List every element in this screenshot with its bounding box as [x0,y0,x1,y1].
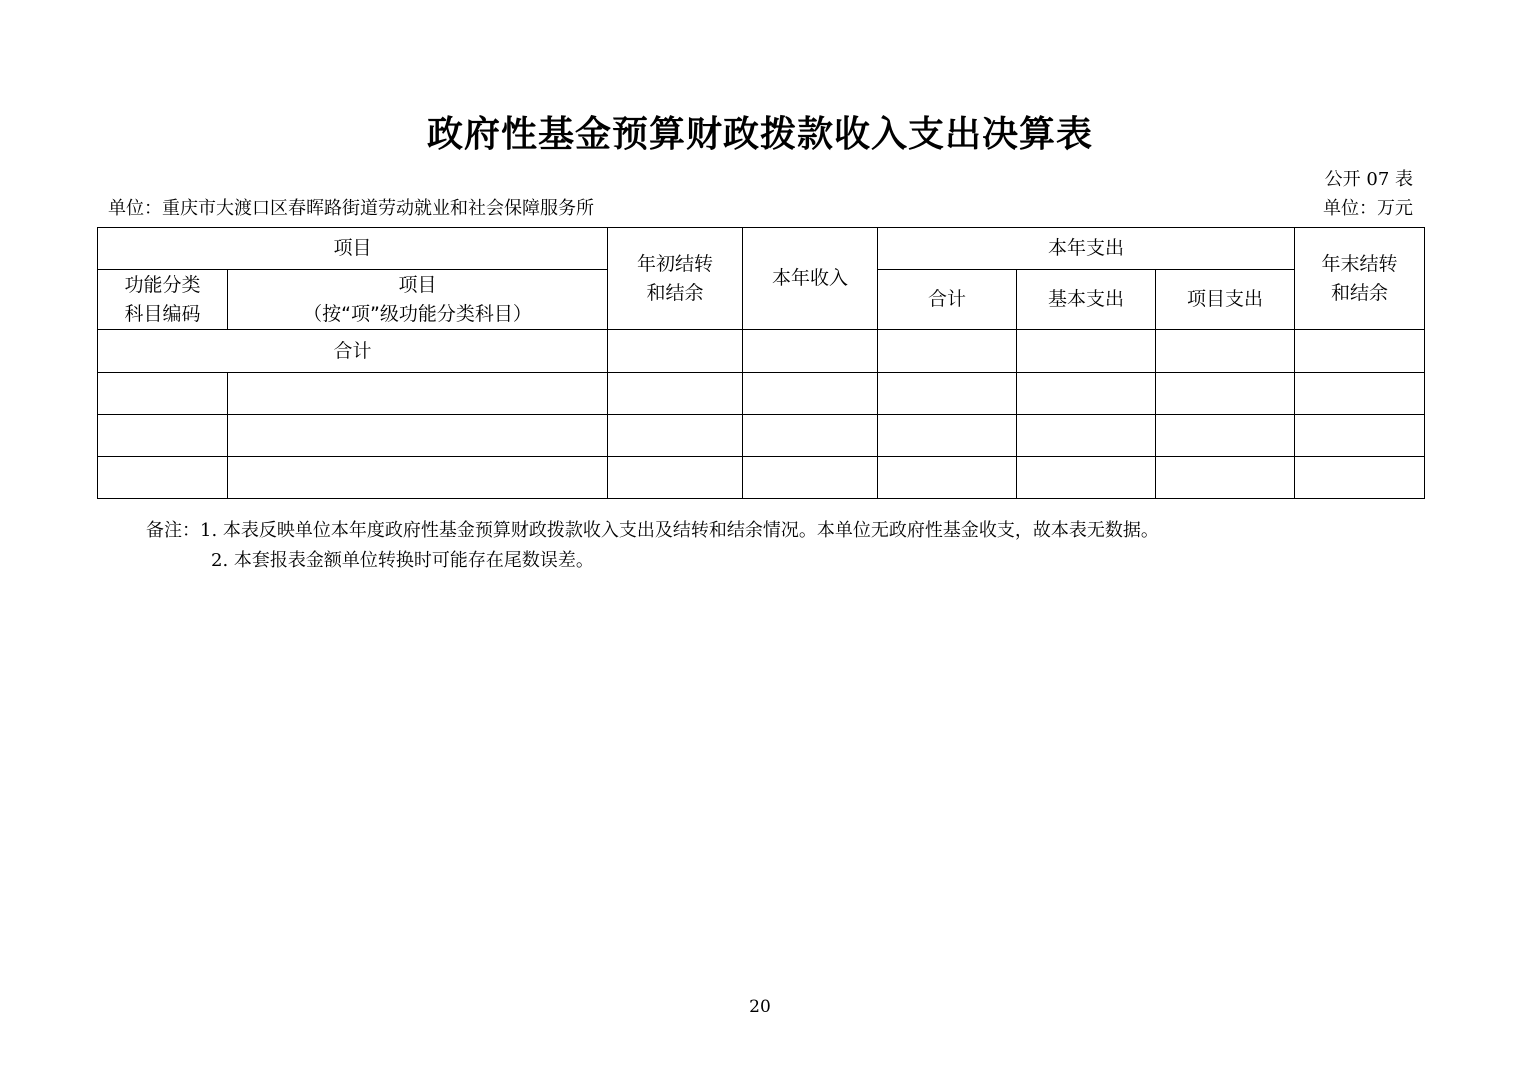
table-cell [608,373,743,415]
table-cell [98,457,228,499]
table-cell [1295,373,1425,415]
table-cell [1156,330,1295,373]
table-cell [878,415,1017,457]
table-cell [98,373,228,415]
notes [146,516,1159,576]
unit-currency: 单位：万元 [1323,198,1413,219]
header-expense-group: 本年支出 [878,228,1295,270]
header-exp-basic: 基本支出 [1017,270,1156,330]
header-item-name-line1: 项目 [398,273,437,296]
header-begin-balance-line2: 和结余 [646,281,704,304]
header-func-code-line1: 功能分类 [124,273,201,296]
table-cell [1295,330,1425,373]
table-cell [1156,415,1295,457]
header-end-balance-line1: 年末结转 [1321,252,1398,275]
form-number: 公开 07 表 [1324,169,1413,190]
note-text-2: 2. 本套报表金额单位转换时可能存在尾数误差。 [211,550,594,571]
header-end-balance [1295,228,1425,330]
total-row-label: 合计 [98,330,608,373]
note-line-2 [146,546,1159,576]
table-cell [1017,457,1156,499]
note-line-1 [146,516,1159,546]
table-cell [1156,457,1295,499]
table-cell [743,330,878,373]
table-cell [1295,457,1425,499]
header-exp-project: 项目支出 [1156,270,1295,330]
table-cell [743,415,878,457]
header-end-balance-line2: 和结余 [1331,281,1389,304]
table-cell [743,457,878,499]
table-cell [608,330,743,373]
table-cell [228,415,608,457]
header-item-name [228,270,608,330]
header-exp-total: 合计 [878,270,1017,330]
table-cell [743,373,878,415]
page-title: 政府性基金预算财政拨款收入支出决算表 [426,114,1093,155]
table-row [98,415,1425,457]
notes-label: 备注： [146,520,200,541]
table-cell [1017,373,1156,415]
header-item-name-line2: （按“项”级功能分类科目） [303,302,532,325]
table-cell [1017,415,1156,457]
table-cell [878,373,1017,415]
table-cell [228,373,608,415]
table-cell [1156,373,1295,415]
table-row [98,457,1425,499]
header-func-code [98,270,228,330]
header-income: 本年收入 [743,228,878,330]
table-cell [1017,330,1156,373]
table-cell [878,457,1017,499]
table-cell [228,457,608,499]
page-number: 20 [749,997,771,1017]
table-row [98,373,1425,415]
unit-organization: 单位：重庆市大渡口区春晖路街道劳动就业和社会保障服务所 [108,198,594,219]
header-begin-balance-line1: 年初结转 [637,252,714,275]
header-func-code-line2: 科目编码 [124,302,201,325]
note-text-1: 1. 本表反映单位本年度政府性基金预算财政拨款收入支出及结转和结余情况。本单位无政府性基金收支，故本表无数据。 [200,520,1159,541]
table-cell [878,330,1017,373]
table-cell [1295,415,1425,457]
header-project-group: 项目 [98,228,608,270]
table-cell [608,415,743,457]
budget-table [97,227,1425,499]
table-row-total [98,330,1425,373]
table-cell [98,415,228,457]
table-cell [608,457,743,499]
header-begin-balance [608,228,743,330]
